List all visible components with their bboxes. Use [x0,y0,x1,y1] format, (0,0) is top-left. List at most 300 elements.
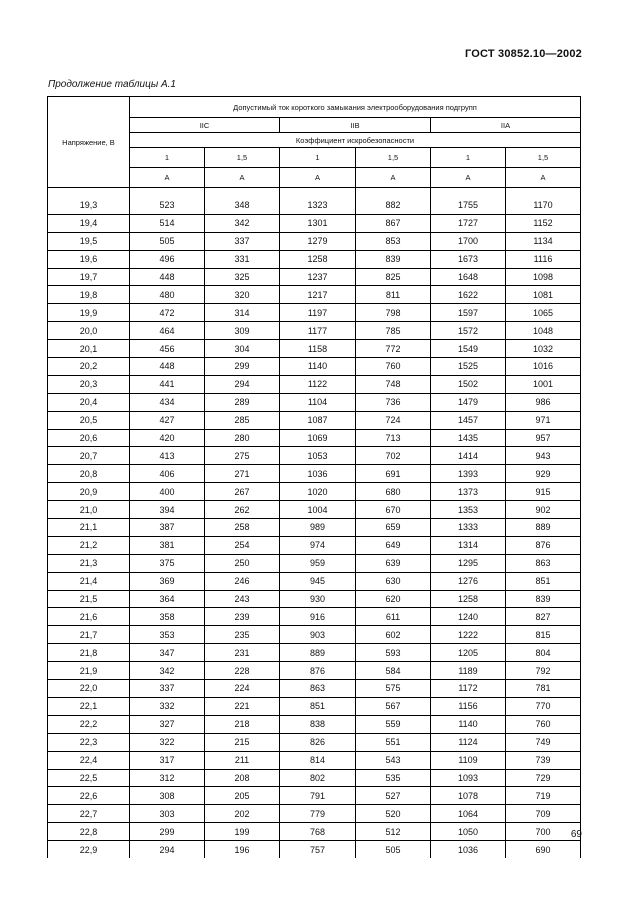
current-cell: 1295 [431,554,506,572]
current-cell: 1098 [506,268,581,286]
current-cell: 1525 [431,358,506,376]
current-cell: 593 [356,644,431,662]
current-cell: 670 [356,501,431,519]
current-cell: 826 [280,733,356,751]
table-row [48,358,581,376]
current-cell: 199 [205,823,280,841]
current-cell: 211 [205,751,280,769]
current-cell: 337 [205,232,280,250]
current-cell: 456 [130,340,205,358]
current-cell: 1700 [431,232,506,250]
current-cell: 889 [280,644,356,662]
current-cell: 205 [205,787,280,805]
current-cell: 929 [506,465,581,483]
current-cell: 1177 [280,322,356,340]
current-cell: 1069 [280,429,356,447]
current-cell: 804 [506,644,581,662]
current-cell: 945 [280,572,356,590]
current-cell: 575 [356,680,431,698]
current-cell: 294 [205,375,280,393]
table-row [48,680,581,698]
current-cell: 1004 [280,501,356,519]
current-cell: 1502 [431,375,506,393]
current-cell: 1222 [431,626,506,644]
current-cell: 1276 [431,572,506,590]
current-cell: 1197 [280,304,356,322]
table-row [48,769,581,787]
table-row [48,626,581,644]
current-cell: 1648 [431,268,506,286]
current-cell: 505 [356,841,431,858]
current-cell: 989 [280,519,356,537]
current-cell: 1172 [431,680,506,698]
current-cell: 1597 [431,304,506,322]
current-cell: 620 [356,590,431,608]
current-cell: 839 [506,590,581,608]
coefficient-value: 1,5 [506,148,581,168]
voltage-cell: 20,3 [48,375,130,393]
current-cell: 514 [130,214,205,232]
voltage-cell: 21,1 [48,519,130,537]
table-row [48,572,581,590]
unit-label: А [130,168,205,188]
current-cell: 413 [130,447,205,465]
current-cell: 700 [506,823,581,841]
current-cell: 1109 [431,751,506,769]
current-cell: 770 [506,697,581,715]
current-cell: 394 [130,501,205,519]
current-cell: 1393 [431,465,506,483]
current-cell: 903 [280,626,356,644]
current-cell: 299 [205,358,280,376]
current-cell: 496 [130,250,205,268]
table-row [48,715,581,733]
voltage-cell: 20,0 [48,322,130,340]
voltage-cell: 19,5 [48,232,130,250]
current-cell: 1170 [506,197,581,214]
current-cell: 1217 [280,286,356,304]
current-cell: 387 [130,519,205,537]
voltage-cell: 22,6 [48,787,130,805]
current-cell: 342 [130,662,205,680]
current-cell: 680 [356,483,431,501]
table-row [48,286,581,304]
current-cell: 375 [130,554,205,572]
current-cell: 815 [506,626,581,644]
current-cell: 876 [280,662,356,680]
voltage-cell: 22,5 [48,769,130,787]
current-cell: 851 [280,697,356,715]
current-cell: 250 [205,554,280,572]
current-cell: 254 [205,536,280,554]
current-cell: 1093 [431,769,506,787]
current-cell: 1156 [431,697,506,715]
current-cell: 1140 [431,715,506,733]
table-row [48,519,581,537]
voltage-cell: 22,1 [48,697,130,715]
current-cell: 1124 [431,733,506,751]
current-cell: 853 [356,232,431,250]
current-cell: 364 [130,590,205,608]
current-cell: 1279 [280,232,356,250]
table-row [48,644,581,662]
current-cell: 798 [356,304,431,322]
current-cell: 1020 [280,483,356,501]
current-cell: 1237 [280,268,356,286]
table-row [48,662,581,680]
voltage-cell: 22,9 [48,841,130,858]
unit-label: А [356,168,431,188]
current-cell: 779 [280,805,356,823]
table-row [48,554,581,572]
current-cell: 246 [205,572,280,590]
current-cell: 1116 [506,250,581,268]
current-cell: 1078 [431,787,506,805]
table-row [48,841,581,858]
data-table [47,96,581,858]
group-header: IIA [431,118,581,133]
current-cell: 749 [506,733,581,751]
voltage-cell: 19,6 [48,250,130,268]
current-cell: 543 [356,751,431,769]
current-cell: 1053 [280,447,356,465]
table-row [48,465,581,483]
current-cell: 1549 [431,340,506,358]
current-cell: 381 [130,536,205,554]
current-cell: 523 [130,197,205,214]
voltage-cell: 21,6 [48,608,130,626]
current-cell: 427 [130,411,205,429]
current-cell: 957 [506,429,581,447]
table-row [48,411,581,429]
current-cell: 1673 [431,250,506,268]
coefficient-value: 1 [280,148,356,168]
current-cell: 353 [130,626,205,644]
voltage-cell: 21,3 [48,554,130,572]
coefficient-value: 1,5 [356,148,431,168]
current-cell: 309 [205,322,280,340]
current-cell: 208 [205,769,280,787]
current-cell: 327 [130,715,205,733]
current-cell: 320 [205,286,280,304]
current-cell: 709 [506,805,581,823]
group-header: IIC [130,118,280,133]
voltage-cell: 21,8 [48,644,130,662]
current-cell: 1081 [506,286,581,304]
voltage-cell: 19,3 [48,197,130,214]
table-row [48,483,581,501]
current-cell: 630 [356,572,431,590]
current-cell: 1323 [280,197,356,214]
current-cell: 729 [506,769,581,787]
coefficient-header: Коэффициент искробезопасности [130,133,581,148]
current-cell: 1158 [280,340,356,358]
table-row [48,322,581,340]
current-cell: 285 [205,411,280,429]
current-cell: 331 [205,250,280,268]
voltage-cell: 19,4 [48,214,130,232]
current-cell: 348 [205,197,280,214]
current-cell: 1036 [431,841,506,858]
coefficient-value: 1 [130,148,205,168]
current-cell: 337 [130,680,205,698]
voltage-cell: 22,7 [48,805,130,823]
current-cell: 867 [356,214,431,232]
current-cell: 567 [356,697,431,715]
current-cell: 289 [205,393,280,411]
current-cell: 304 [205,340,280,358]
current-cell: 930 [280,590,356,608]
voltage-cell: 20,7 [48,447,130,465]
current-cell: 659 [356,519,431,537]
current-cell: 1301 [280,214,356,232]
voltage-cell: 20,1 [48,340,130,358]
current-cell: 971 [506,411,581,429]
current-cell: 235 [205,626,280,644]
unit-label: А [205,168,280,188]
current-cell: 724 [356,411,431,429]
current-cell: 1622 [431,286,506,304]
current-cell: 347 [130,644,205,662]
current-cell: 1353 [431,501,506,519]
current-cell: 814 [280,751,356,769]
group-header: IIB [280,118,431,133]
current-cell: 218 [205,715,280,733]
current-cell: 915 [506,483,581,501]
current-cell: 1016 [506,358,581,376]
current-cell: 535 [356,769,431,787]
current-cell: 472 [130,304,205,322]
table-row [48,608,581,626]
current-cell: 448 [130,268,205,286]
current-cell: 325 [205,268,280,286]
current-cell: 825 [356,268,431,286]
current-cell: 322 [130,733,205,751]
current-cell: 294 [130,841,205,858]
current-cell: 639 [356,554,431,572]
current-cell: 1240 [431,608,506,626]
current-cell: 791 [280,787,356,805]
table-row [48,268,581,286]
table-row [48,197,581,214]
coefficient-value: 1 [431,148,506,168]
table-row [48,232,581,250]
current-cell: 221 [205,697,280,715]
current-cell: 1087 [280,411,356,429]
current-cell: 262 [205,501,280,519]
current-cell: 1001 [506,375,581,393]
current-cell: 258 [205,519,280,537]
current-cell: 228 [205,662,280,680]
page-number: 69 [570,829,582,840]
current-cell: 308 [130,787,205,805]
current-cell: 400 [130,483,205,501]
current-cell: 448 [130,358,205,376]
current-cell: 275 [205,447,280,465]
current-cell: 1050 [431,823,506,841]
current-cell: 1258 [280,250,356,268]
current-cell: 1064 [431,805,506,823]
current-cell: 827 [506,608,581,626]
voltage-cell: 19,8 [48,286,130,304]
table-row [48,733,581,751]
current-cell: 584 [356,662,431,680]
current-cell: 231 [205,644,280,662]
current-cell: 1572 [431,322,506,340]
current-cell: 811 [356,286,431,304]
voltage-cell: 21,5 [48,590,130,608]
unit-label: А [431,168,506,188]
voltage-cell: 19,7 [48,268,130,286]
current-cell: 243 [205,590,280,608]
table-row [48,250,581,268]
current-cell: 215 [205,733,280,751]
spacer-row [48,188,581,198]
current-cell: 943 [506,447,581,465]
current-cell: 420 [130,429,205,447]
voltage-cell: 22,4 [48,751,130,769]
current-cell: 785 [356,322,431,340]
current-cell: 760 [506,715,581,733]
table-row [48,805,581,823]
table-body [48,188,581,858]
current-cell: 792 [506,662,581,680]
table-row [48,697,581,715]
current-cell: 342 [205,214,280,232]
current-cell: 889 [506,519,581,537]
current-cell: 1036 [280,465,356,483]
current-cell: 1457 [431,411,506,429]
current-cell: 876 [506,536,581,554]
current-cell: 1205 [431,644,506,662]
current-cell: 611 [356,608,431,626]
table-row [48,536,581,554]
current-cell: 332 [130,697,205,715]
current-cell: 224 [205,680,280,698]
voltage-cell: 21,0 [48,501,130,519]
current-cell: 916 [280,608,356,626]
table-row [48,340,581,358]
current-cell: 1435 [431,429,506,447]
table-row [48,787,581,805]
current-header: Допустимый ток короткого замыкания электрооборудования подгрупп [130,97,581,118]
current-cell: 649 [356,536,431,554]
table-row [48,375,581,393]
current-cell: 719 [506,787,581,805]
current-cell: 690 [506,841,581,858]
table-row [48,590,581,608]
current-cell: 505 [130,232,205,250]
current-cell: 1122 [280,375,356,393]
voltage-cell: 21,2 [48,536,130,554]
voltage-column-header: Напряжение, В [48,97,130,188]
table-row [48,823,581,841]
voltage-cell: 22,3 [48,733,130,751]
current-cell: 602 [356,626,431,644]
current-cell: 768 [280,823,356,841]
current-cell: 863 [506,554,581,572]
current-cell: 781 [506,680,581,698]
current-cell: 757 [280,841,356,858]
voltage-cell: 21,7 [48,626,130,644]
current-cell: 760 [356,358,431,376]
current-cell: 1333 [431,519,506,537]
current-cell: 1727 [431,214,506,232]
current-cell: 441 [130,375,205,393]
current-cell: 202 [205,805,280,823]
current-cell: 863 [280,680,356,698]
table-row [48,393,581,411]
unit-label: А [506,168,581,188]
current-cell: 267 [205,483,280,501]
table-caption: Продолжение таблицы А.1 [48,79,176,90]
voltage-cell: 20,8 [48,465,130,483]
current-cell: 838 [280,715,356,733]
voltage-cell: 22,2 [48,715,130,733]
current-cell: 802 [280,769,356,787]
table-row [48,429,581,447]
current-cell: 1189 [431,662,506,680]
current-cell: 1414 [431,447,506,465]
current-cell: 748 [356,375,431,393]
current-cell: 1134 [506,232,581,250]
current-cell: 691 [356,465,431,483]
voltage-cell: 20,2 [48,358,130,376]
table-row [48,447,581,465]
table-row [48,751,581,769]
current-cell: 1140 [280,358,356,376]
current-cell: 480 [130,286,205,304]
current-cell: 974 [280,536,356,554]
current-cell: 303 [130,805,205,823]
voltage-cell: 21,4 [48,572,130,590]
current-cell: 959 [280,554,356,572]
current-cell: 1152 [506,214,581,232]
document-header: ГОСТ 30852.10—2002 [464,48,582,60]
table-row [48,214,581,232]
current-cell: 312 [130,769,205,787]
current-cell: 736 [356,393,431,411]
current-cell: 739 [506,751,581,769]
current-cell: 851 [506,572,581,590]
current-cell: 527 [356,787,431,805]
current-cell: 406 [130,465,205,483]
current-cell: 1258 [431,590,506,608]
table-row [48,501,581,519]
current-cell: 271 [205,465,280,483]
current-cell: 434 [130,393,205,411]
current-cell: 702 [356,447,431,465]
current-cell: 986 [506,393,581,411]
voltage-cell: 20,4 [48,393,130,411]
current-cell: 1032 [506,340,581,358]
unit-label: А [280,168,356,188]
current-cell: 299 [130,823,205,841]
current-cell: 358 [130,608,205,626]
voltage-cell: 22,0 [48,680,130,698]
current-cell: 551 [356,733,431,751]
current-cell: 520 [356,805,431,823]
current-cell: 772 [356,340,431,358]
current-cell: 239 [205,608,280,626]
current-cell: 839 [356,250,431,268]
current-cell: 902 [506,501,581,519]
current-cell: 512 [356,823,431,841]
current-cell: 1104 [280,393,356,411]
current-cell: 464 [130,322,205,340]
current-cell: 713 [356,429,431,447]
current-cell: 1755 [431,197,506,214]
